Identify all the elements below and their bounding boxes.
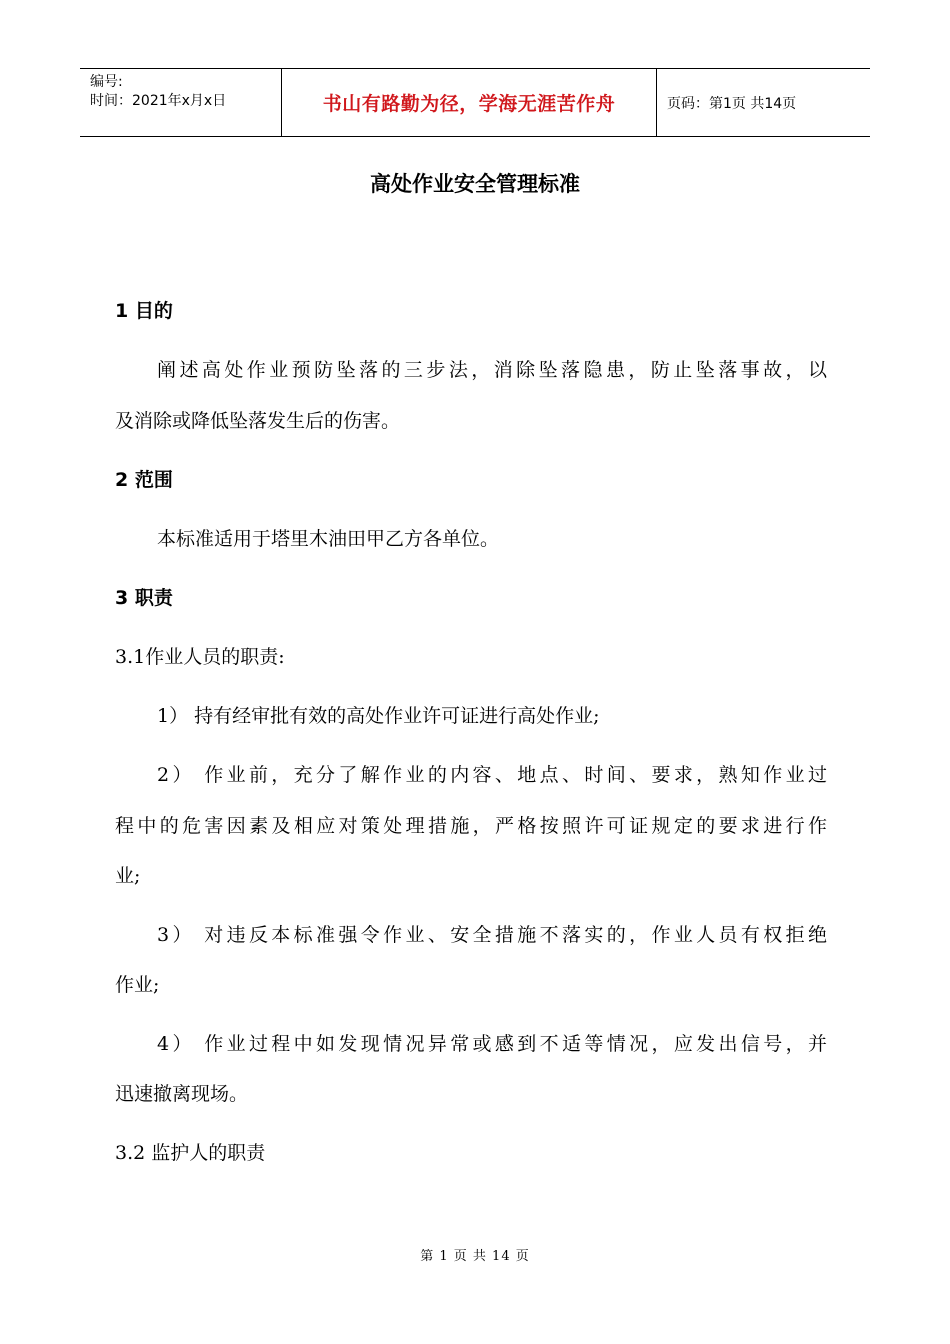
section-1-paragraph-line-1: 阐述高处作业预防坠落的三步法，消除坠落隐患，防止坠落事故，以 [157,359,827,381]
page-footer: 第 1 页 共 14 页 [420,1249,530,1264]
list-item-1: 1） 持有经审批有效的高处作业许可证进行高处作业; [157,705,600,727]
list-item-3-line-2: 作业; [115,974,160,996]
section-3-heading: 3 职责 [115,587,173,609]
subsection-3-2-heading: 3.2 监护人的职责 [115,1142,266,1164]
section-1-heading: 1 目的 [115,300,173,322]
document-time-label: 时间：2021年x月x日 [90,93,227,109]
section-2-paragraph: 本标准适用于塔里木油田甲乙方各单位。 [157,528,500,550]
document-number-label: 编号: [90,74,123,90]
list-item-2-line-1: 2） 作业前，充分了解作业的内容、地点、时间、要求，熟知作业过 [157,764,827,786]
list-item-4-line-1: 4） 作业过程中如发现情况异常或感到不适等情况，应发出信号，并 [157,1033,827,1055]
list-item-2-line-2: 程中的危害因素及相应对策处理措施，严格按照许可证规定的要求进行作 [115,815,827,837]
header-left-cell [80,69,282,136]
list-item-3-line-1: 3） 对违反本标准强令作业、安全措施不落实的，作业人员有权拒绝 [157,924,827,946]
list-item-2-line-3: 业; [115,865,141,887]
section-1-paragraph-line-2: 及消除或降低坠落发生后的伤害。 [115,410,401,432]
header-motto: 书山有路勤为径，学海无涯苦作舟 [282,69,657,136]
list-item-4-line-2: 迅速撤离现场。 [115,1083,249,1105]
page-header-table [80,68,870,137]
header-page-info: 页码：第1页 共14页 [667,95,797,112]
document-title: 高处作业安全管理标准 [370,172,580,196]
section-2-heading: 2 范围 [115,469,173,491]
subsection-3-1-heading: 3.1作业人员的职责: [115,646,285,668]
